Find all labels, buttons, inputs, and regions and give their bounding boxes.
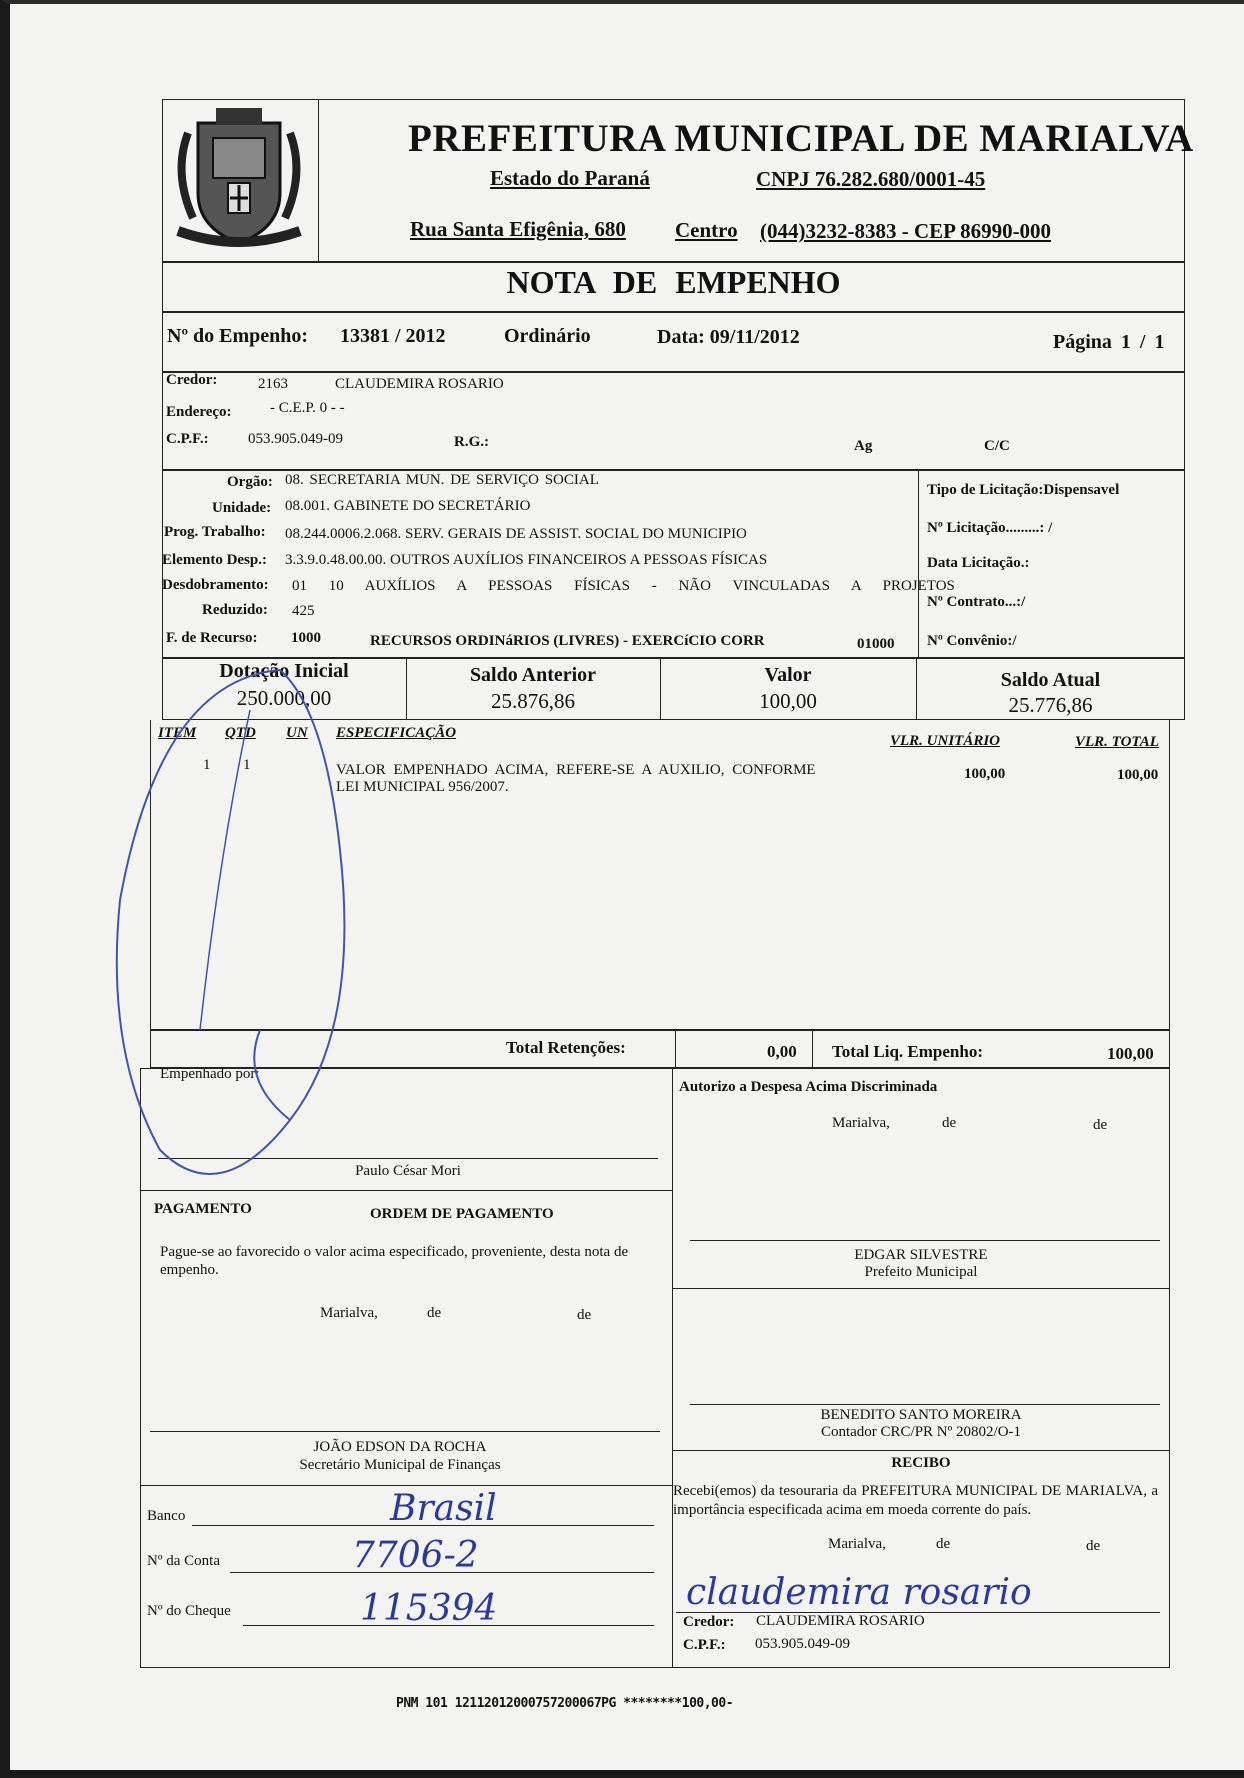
item-number: 1: [203, 757, 211, 773]
elemento-value: 3.3.9.0.48.00.00. OUTROS AUXÍLIOS FINANCEIROS A PESSOAS FÍSICAS: [285, 552, 768, 568]
autorizo-bottom-line: [672, 1288, 1170, 1289]
cheque-value: 115394: [360, 1588, 498, 1629]
credor-address: - C.E.P. 0 - -: [270, 400, 345, 416]
orgao-value: 08. SECRETARIA MUN. DE SERVIÇO SOCIAL: [285, 472, 599, 488]
elemento-label: Elemento Desp.:: [162, 552, 267, 568]
item-qtd: 1: [243, 757, 251, 773]
autorizo-de-1: de: [942, 1115, 957, 1131]
state-label: Estado do Paraná: [490, 166, 650, 190]
pagamento-bottom-line: [140, 1485, 672, 1486]
recurso-value: RECURSOS ORDINáRIOS (LIVRES) - EXERCíCIO CORR: [370, 633, 765, 649]
ordem-pagamento-label: ORDEM DE PAGAMENTO: [370, 1206, 554, 1222]
empenho-date: Data: 09/11/2012: [657, 326, 800, 348]
desdobramento-label: Desdobramento:: [162, 577, 269, 593]
dotacao-label: Dotação Inicial: [219, 660, 349, 682]
municipality-title: PREFEITURA MUNICIPAL DE MARIALVA: [408, 117, 1194, 160]
autorizo-city: Marialva,: [832, 1115, 890, 1131]
district-label: Centro: [675, 218, 738, 242]
numero-licitacao: Nº Licitação.........: /: [927, 520, 1053, 536]
tipo-licitacao: Tipo de Licitação:Dispensavel: [927, 482, 1120, 498]
total-liq-value: 100,00: [1107, 1044, 1154, 1063]
numero-convenio: Nº Convênio:/: [927, 633, 1017, 649]
credor-name: CLAUDEMIRA ROSARIO: [335, 376, 504, 392]
retencoes-label: Total Retenções:: [506, 1038, 626, 1057]
secretario-role: Secretário Municipal de Finanças: [299, 1457, 501, 1473]
saldo-anterior-value: 25.876,86: [491, 689, 575, 713]
recibo-cpf: 053.905.049-09: [755, 1636, 850, 1652]
contador-bottom-line: [672, 1450, 1170, 1451]
address-label-credor: Endereço:: [166, 404, 232, 420]
autorizo-de-2: de: [1093, 1117, 1108, 1133]
cnpj-label: CNPJ 76.282.680/0001-45: [756, 167, 986, 191]
ag-label: Ag: [854, 438, 873, 454]
header-divider: [318, 99, 319, 262]
page-number: Página 1 / 1: [1053, 331, 1165, 353]
footer-code: PNM 101 12112012000757200067PG ********100,00-: [396, 1696, 734, 1711]
saldo-atual-value: 25.776,86: [1008, 693, 1093, 717]
saldo-atual-label: Saldo Atual: [1000, 669, 1101, 691]
address-label: Rua Santa Efigênia, 680: [410, 217, 626, 241]
cheque-label: Nº do Cheque: [147, 1603, 231, 1619]
empenhado-signer: Paulo César Mori: [355, 1163, 461, 1179]
item-total-value: 100,00: [1117, 767, 1159, 783]
empenho-number-label: Nº do Empenho:: [167, 325, 309, 347]
unidade-label: Unidade:: [212, 500, 272, 516]
retencoes-value: 0,00: [767, 1042, 797, 1061]
recurso-code: 1000: [291, 630, 321, 646]
pagamento-label: PAGAMENTO: [154, 1201, 252, 1217]
desdobramento-value: 01 10 AUXÍLIOS A PESSOAS FÍSICAS - NÃO VINCULADAS A PROJETOS: [292, 578, 955, 594]
recurso-number: 01000: [857, 636, 895, 652]
recurso-label: F. de Recurso:: [166, 630, 258, 646]
col-qtd: QTD: [225, 725, 256, 741]
conta-value: 7706-2: [352, 1535, 479, 1576]
col-unit-value: VLR. UNITÁRIO: [890, 733, 1001, 749]
prefeito-name: EDGAR SILVESTRE: [854, 1247, 988, 1263]
rg-label: R.G.:: [454, 434, 489, 450]
banco-value: Brasil: [390, 1488, 497, 1529]
hand-drawn-oval: [100, 650, 460, 1210]
lower-divider: [672, 1068, 673, 1668]
recibo-de-1: de: [936, 1536, 951, 1552]
valor-label: Valor: [764, 664, 812, 686]
item-spec-line2: LEI MUNICIPAL 956/2007.: [336, 779, 509, 795]
autorizo-label: Autorizo a Despesa Acima Discriminada: [679, 1079, 938, 1095]
contador-signature-line: [690, 1404, 1160, 1405]
col-total-value: VLR. TOTAL: [1075, 734, 1159, 750]
totals-divider-1: [675, 1030, 676, 1068]
item-spec-line1: VALOR EMPENHADO ACIMA, REFERE-SE A AUXILIO, CONFORME: [336, 762, 816, 778]
unidade-value: 08.001. GABINETE DO SECRETÁRIO: [285, 498, 531, 514]
data-licitacao: Data Licitação.:: [927, 555, 1030, 571]
secretario-signature-line: [150, 1431, 660, 1432]
classification-divider: [918, 470, 919, 658]
cpf-label: C.P.F.:: [166, 431, 209, 447]
recibo-credor: CLAUDEMIRA ROSARIO: [756, 1613, 925, 1629]
empenhado-label: Empenhado por:: [160, 1066, 260, 1082]
prefeito-role: Prefeito Municipal: [864, 1264, 978, 1280]
contador-role: Contador CRC/PR Nº 20802/O-1: [820, 1424, 1022, 1440]
credor-cpf: 053.905.049-09: [248, 431, 343, 447]
recibo-signature: claudemira rosario: [686, 1572, 1032, 1613]
credor-code: 2163: [258, 376, 288, 392]
pagamento-city: Marialva,: [320, 1305, 378, 1321]
prefeito-signature-line: [690, 1240, 1160, 1241]
recibo-label: RECIBO: [891, 1455, 951, 1471]
recibo-cpf-label: C.P.F.:: [683, 1637, 726, 1653]
conta-label: Nº da Conta: [147, 1553, 220, 1569]
municipal-crest-icon: [168, 103, 310, 253]
recibo-de-2: de: [1086, 1538, 1101, 1554]
credor-label: Credor:: [166, 372, 218, 388]
reduzido-value: 425: [292, 603, 315, 619]
total-liq-label: Total Liq. Empenho:: [832, 1042, 983, 1061]
orgao-label: Orgão:: [227, 474, 273, 490]
prog-label: Prog. Trabalho:: [164, 524, 266, 540]
pagamento-de-1: de: [427, 1305, 442, 1321]
prog-value: 08.244.0006.2.068. SERV. GERAIS DE ASSIST. SOCIAL DO MUNICIPIO: [285, 526, 747, 542]
empenho-type: Ordinário: [504, 325, 591, 347]
valor-value: 100,00: [759, 689, 817, 713]
recibo-city: Marialva,: [828, 1536, 886, 1552]
secretario-name: JOÃO EDSON DA ROCHA: [313, 1439, 487, 1455]
pagamento-text: Pague-se ao favorecido o valor acima especificado, proveniente, desta nota de empenho.: [160, 1244, 629, 1278]
totals-divider-2: [812, 1030, 813, 1068]
dotacao-value: 250.000,00: [236, 686, 332, 710]
item-unit-value: 100,00: [964, 766, 1006, 782]
col-un: UN: [286, 725, 308, 741]
reduzido-label: Reduzido:: [202, 602, 268, 618]
recibo-text: Recebi(emos) da tesouraria da PREFEITURA MUNICIPAL DE MARIALVA, a importância especificada acima em moeda corrente do país.: [673, 1483, 1158, 1518]
saldo-anterior-label: Saldo Anterior: [469, 664, 597, 686]
cc-label: C/C: [984, 438, 1010, 454]
recibo-credor-label: Credor:: [683, 1614, 735, 1630]
contador-name: BENEDITO SANTO MOREIRA: [820, 1407, 1022, 1423]
banco-label: Banco: [147, 1508, 186, 1524]
doc-title: NOTA DE EMPENHO: [506, 264, 841, 300]
pagamento-de-2: de: [577, 1307, 592, 1323]
col-spec: ESPECIFICAÇÃO: [336, 725, 457, 741]
credor-box: [162, 372, 1185, 470]
empenho-number: 13381 / 2012: [340, 325, 446, 347]
col-item: ITEM: [158, 725, 197, 741]
numero-contrato: Nº Contrato...:/: [927, 594, 1026, 610]
phone-cep-label: (044)3232-8383 - CEP 86990-000: [760, 219, 1052, 243]
